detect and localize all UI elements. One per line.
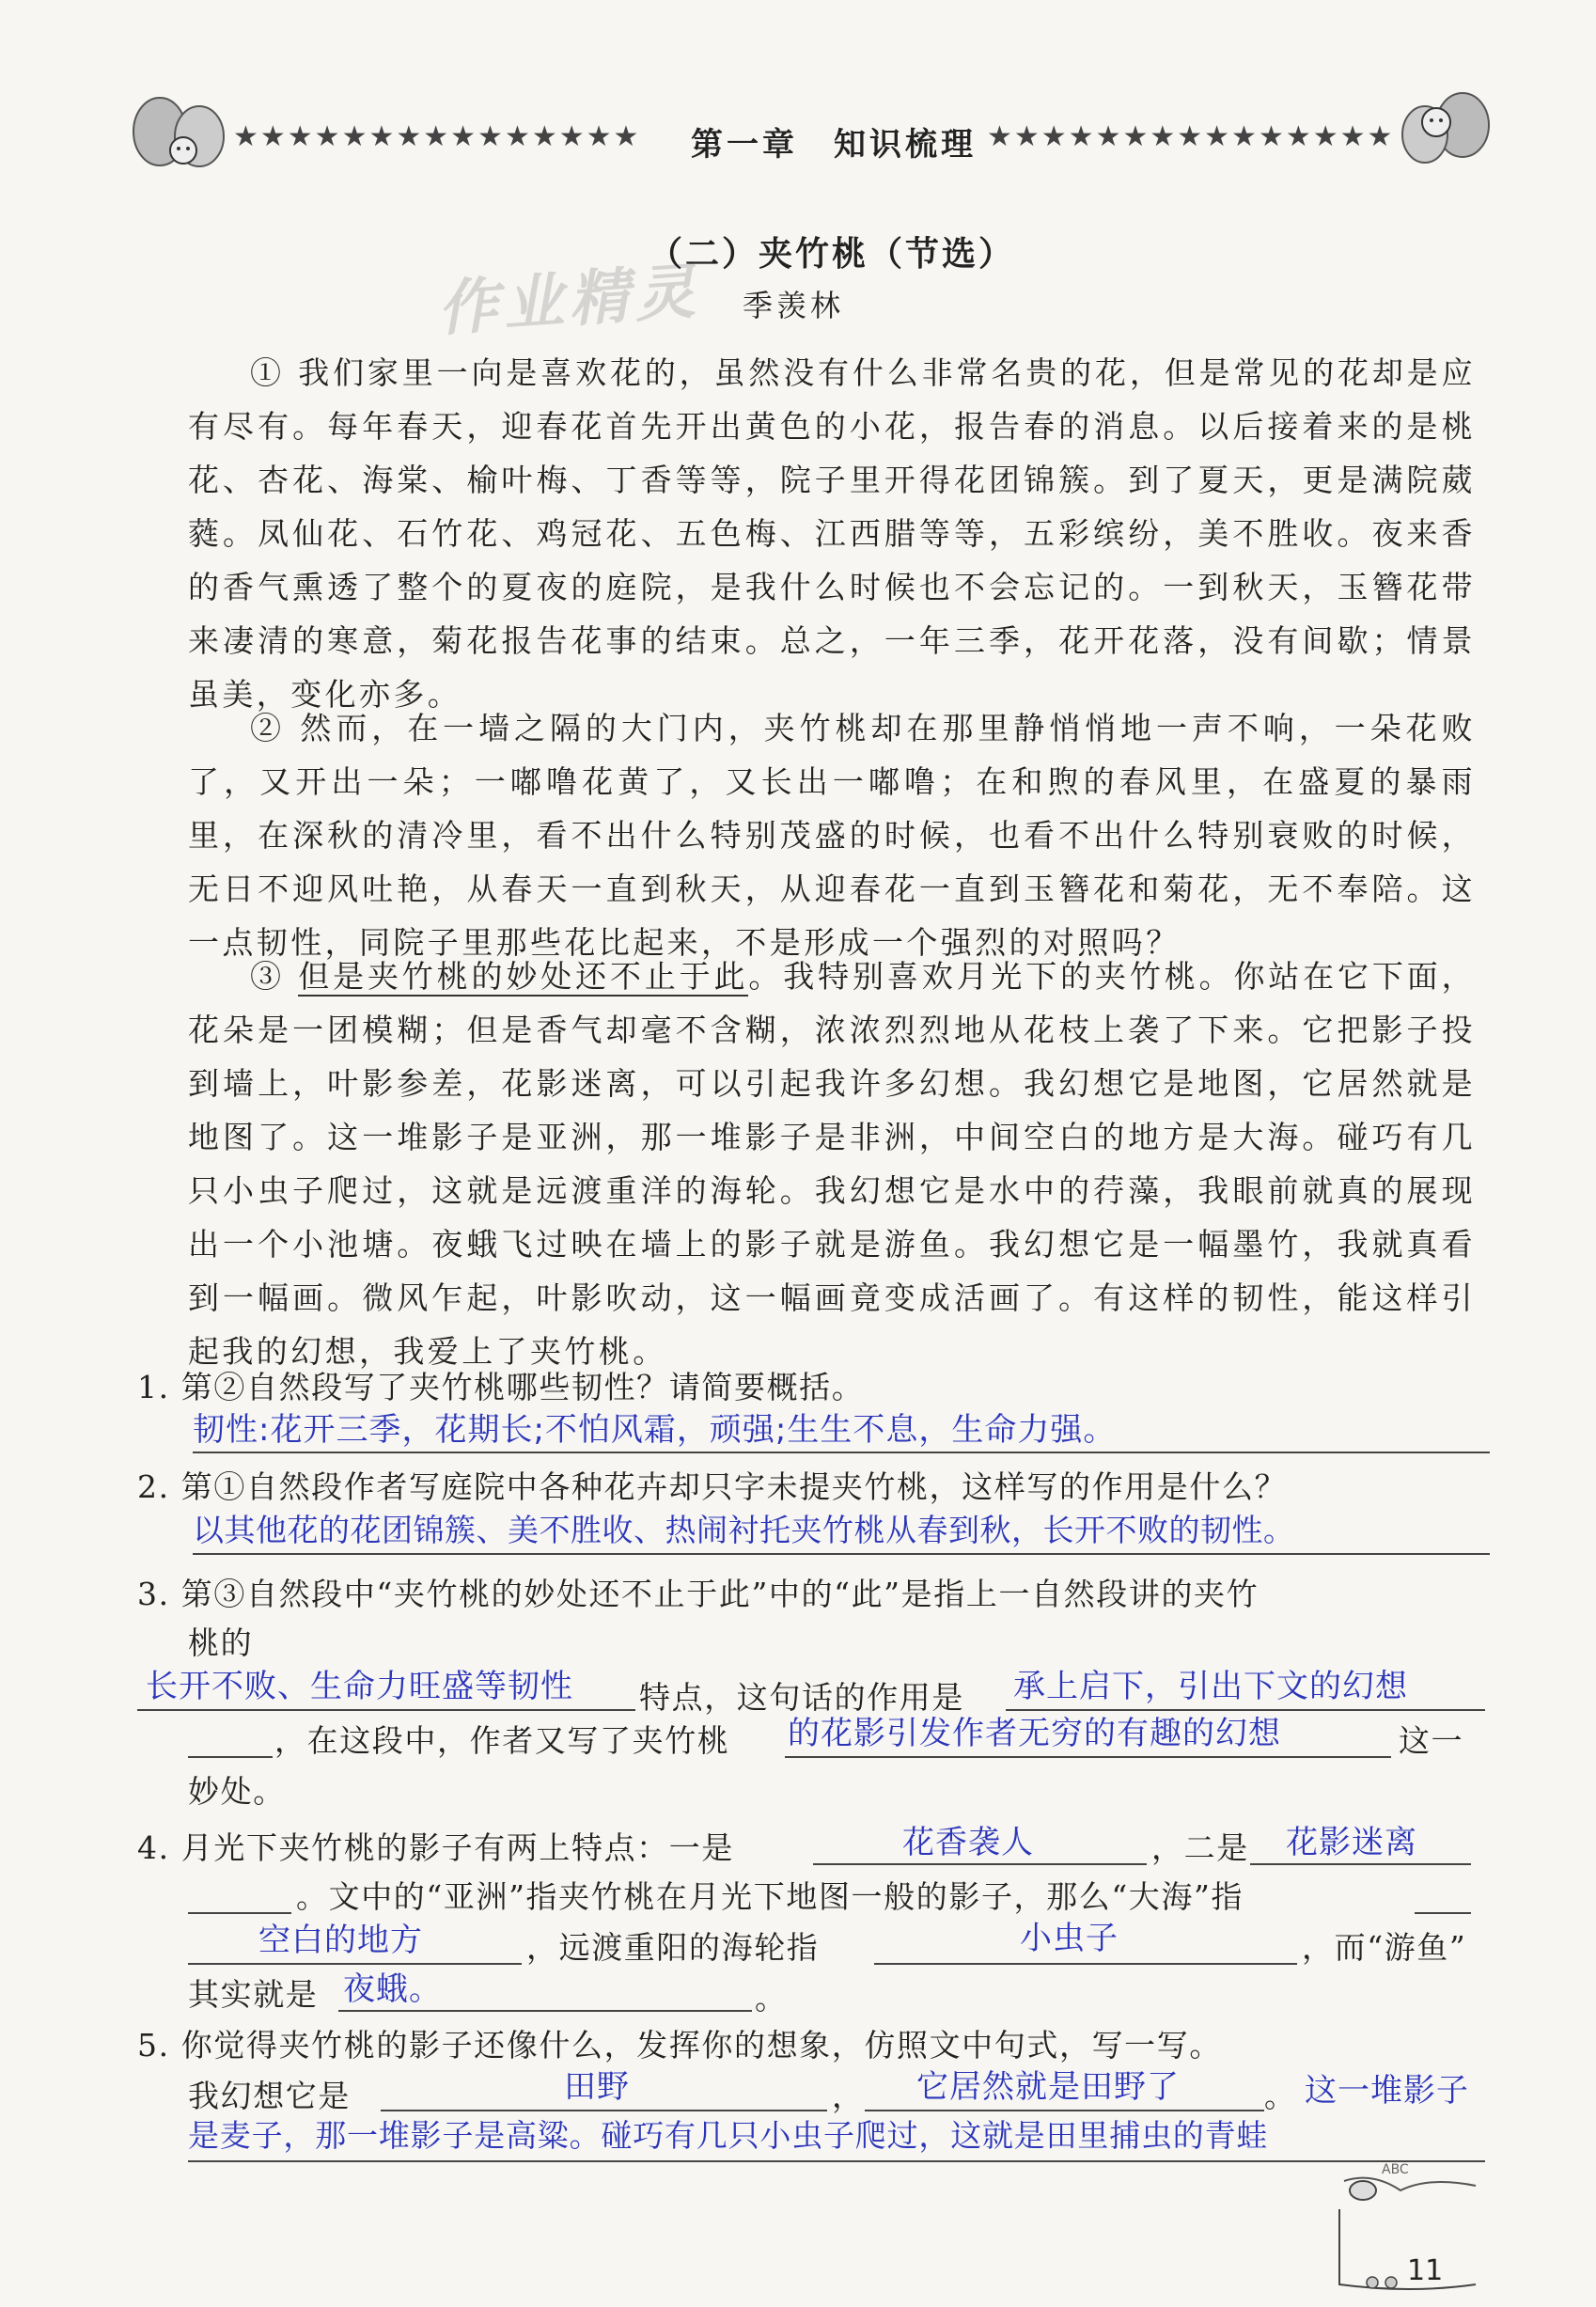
answer-line (785, 1756, 1391, 1758)
answer-3a: 长开不败、生命力旺盛等韧性 (146, 1668, 573, 1705)
question-4-mid5: 其实就是 (188, 1976, 319, 2013)
author: 季羡林 (743, 288, 845, 323)
answer-5c: 这一堆影子 (1305, 2072, 1469, 2110)
question-3-line1: 3. 第③自然段中“夹竹桃的妙处还不止于此”中的“此”是指上一自然段讲的夹竹 (137, 1576, 1260, 1612)
question-3-mid2: ，在这段中，作者又写了夹竹桃 (274, 1722, 730, 1759)
chapter-title: 第一章 知识梳理 (691, 126, 977, 164)
answer-line (188, 1756, 273, 1758)
answer-line (188, 2160, 1485, 2162)
question-5-comma: ， (832, 2078, 865, 2114)
answer-line (193, 1553, 1490, 1555)
question-4-mid2: 。文中的“亚洲”指夹竹桃在月光下地图一般的影子，那么“大海”指 (296, 1878, 1244, 1915)
answer-4d: 小虫子 (1020, 1920, 1119, 1957)
question-3-mid1: 特点，这句话的作用是 (639, 1679, 964, 1716)
butterfly-left-icon (132, 94, 235, 179)
paragraph-3 (188, 949, 1476, 1378)
answer-line (1415, 1912, 1471, 1914)
question-4-lead: 4. 月光下夹竹桃的影子有两上特点：一是 (137, 1829, 734, 1866)
page-number: 11 (1407, 2254, 1444, 2287)
underlined-phrase: 但是夹竹桃的妙处还不止于此 (298, 958, 749, 995)
answer-4c: 空白的地方 (258, 1922, 423, 1959)
section-title: （二）夹竹桃（节选） (649, 235, 1016, 274)
answer-line (813, 1863, 1147, 1865)
answer-3c: 的花影引发作者无穷的有趣的幻想 (788, 1715, 1281, 1752)
question-4-end: 。 (755, 1980, 788, 2017)
answer-line (874, 1963, 1297, 1965)
watermark: 作业精灵 (435, 257, 703, 345)
paragraph-2: ② 然而，在一墙之隔的大门内，夹竹桃却在那里静悄悄地一声不响，一朵花败了，又开出一朵；一嘟噜花黄了，又长出一嘟噜；在和煦的春风里，在盛夏的暴雨里，在深秋的清冷里，看不出什么特别茂盛的时候，也看不出什么特别衰败的时候，无日不迎风吐艳，从春天一直到秋天，从迎春花一直到玉簪花和菊花，无不奉陪。这一点韧性，同院子里那些花比起来，不是形成一个强烈的对照吗？ (188, 710, 1476, 961)
paragraph-3-lead: ③ (250, 958, 299, 995)
question-4-mid4: ，而“游鱼” (1302, 1929, 1467, 1966)
answer-line (338, 2010, 752, 2012)
question-3-end2: 妙处。 (188, 1773, 286, 1810)
answer-5b: 它居然就是田野了 (916, 2068, 1180, 2106)
answer-line (193, 1452, 1490, 1453)
answer-5a: 田野 (564, 2068, 630, 2106)
answer-3b: 承上启下，引出下文的幻想 (1013, 1668, 1408, 1705)
doodle-text: ABC (1382, 2162, 1409, 2177)
answer-line (137, 1709, 635, 1711)
question-4-mid3: ，远渡重阳的海轮指 (526, 1929, 820, 1966)
paragraph-3-body: 。我特别喜欢月光下的夹竹桃。你站在它下面，花朵是一团模糊；但是香气却毫不含糊，浓浓烈烈地从花枝上袭了下来。它把影子投到墙上，叶影参差，花影迷离，可以引起我许多幻想。我幻想它是地图，它居然就是地图了。这一堆影子是亚洲，那一堆影子是非洲，中间空白的地方是大海。碰巧有几只小虫子爬过，这就是远渡重洋的海轮。我幻想它是水中的荇藻，我眼前就真的展现出一个小池塘。夜蛾飞过映在墙上的影子就是游鱼。我幻想它是一幅墨竹，我就真看到一幅画。微风乍起，叶影吹动，这一幅画竟变成活画了。有这样的韧性，能这样引起我的幻想，我爱上了夹竹桃。 (188, 958, 1477, 1370)
answer-1: 韧性:花开三季，花期长;不怕风霜，顽强;生生不息，生命力强。 (193, 1411, 1117, 1449)
question-1: 1. 第②自然段写了夹竹桃哪些韧性？请简要概括。 (137, 1369, 865, 1405)
header-stars-left: ★★★★★★★★★★★★★★★ (233, 120, 641, 153)
question-5-lead: 我幻想它是 (188, 2078, 351, 2114)
answer-4e: 夜蛾。 (343, 1970, 442, 2008)
question-4-mid1: ，二是 (1151, 1829, 1249, 1866)
answer-4b: 花影迷离 (1286, 1824, 1417, 1861)
answer-line (1250, 1863, 1471, 1865)
butterfly-right-icon (1389, 89, 1493, 179)
question-5-period: 。 (1264, 2078, 1297, 2114)
question-3-end1: 这一 (1399, 1722, 1464, 1759)
answer-4a: 花香袭人 (902, 1824, 1034, 1861)
question-5: 5. 你觉得夹竹桃的影子还像什么，发挥你的想象，仿照文中句式，写一写。 (137, 2027, 1222, 2064)
answer-2: 以其他花的花团锦簇、美不胜收、热闹衬托夹竹桃从春到秋，长开不败的韧性。 (193, 1512, 1295, 1548)
question-2: 2. 第①自然段作者写庭院中各种花卉却只字未提夹竹桃，这样写的作用是什么？ (137, 1468, 1288, 1505)
answer-5d: 是麦子，那一堆影子是高粱。碰巧有几只小虫子爬过，这就是田里捕虫的青蛙 (188, 2117, 1269, 2154)
question-3-line2: 桃的 (188, 1624, 254, 1661)
header-stars-right: ★★★★★★★★★★★★★★★ (987, 120, 1395, 153)
paragraph-1: ① 我们家里一向是喜欢花的，虽然没有什么非常名贵的花，但是常见的花却是应有尽有。每年春天，迎春花首先开出黄色的小花，报告春的消息。以后接着来的是桃花、杏花、海棠、榆叶梅、丁香等等，院子里开得花团锦簇。到了夏天，更是满院葳蕤。凤仙花、石竹花、鸡冠花、五色梅、江西腊等等，五彩缤纷，美不胜收。夜来香的香气熏透了整个的夏夜的庭院，是我什么时候也不会忘记的。一到秋天，玉簪花带来凄清的寒意，菊花报告花事的结束。总之，一年三季，花开花落，没有间歇；情景虽美，变化亦多。 (188, 354, 1476, 713)
